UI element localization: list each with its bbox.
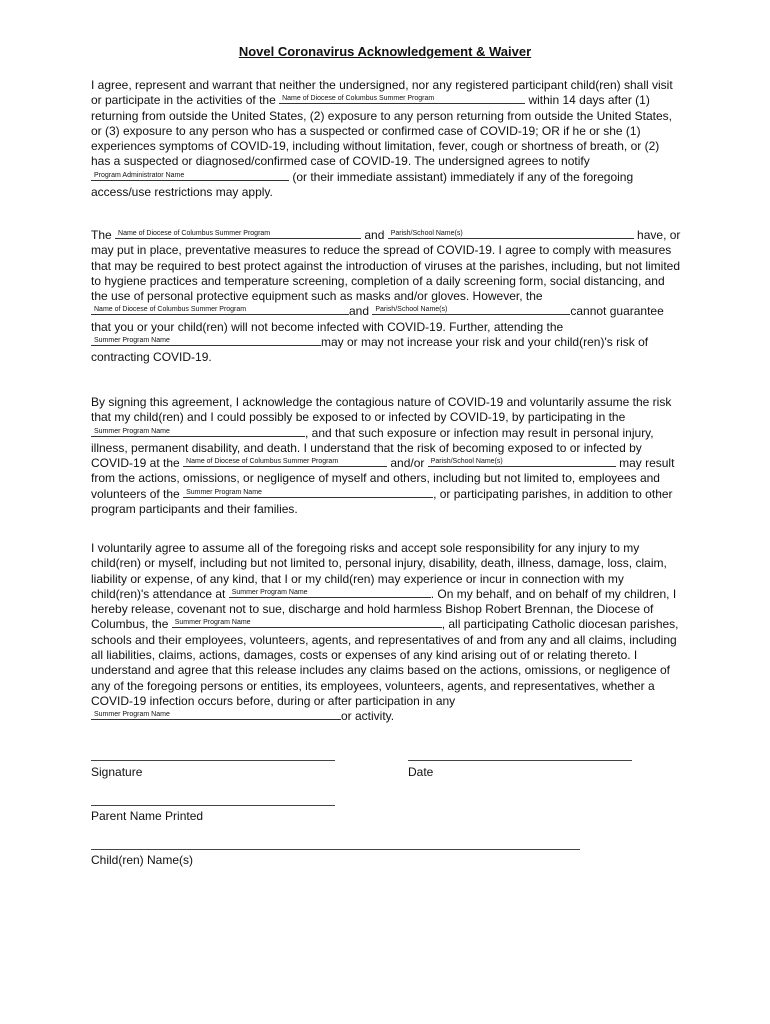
summer-program-field[interactable]: Summer Program Name	[229, 588, 431, 598]
diocese-program-field[interactable]: Name of Diocese of Columbus Summer Program	[183, 457, 387, 467]
signature-line[interactable]	[91, 760, 335, 761]
diocese-program-field[interactable]: Name of Diocese of Columbus Summer Program	[279, 94, 525, 104]
paragraph-release-of-liability	[91, 541, 681, 725]
parish-school-field[interactable]: Parish/School Name(s)	[372, 305, 570, 315]
children-names-label: Child(ren) Name(s)	[91, 853, 194, 867]
document-title: Novel Coronavirus Acknowledgement & Waiver	[238, 44, 532, 59]
text: By signing this agreement, I acknowledge the contagious nature of COVID-19 and voluntarily assume the risk that my child(ren) and I could possibly be exposed to or infected by COVID-19, by participating in the	[91, 395, 672, 425]
text: I agree, represent and warrant that neither the undersigned, nor any registered participant child(ren) shall visit or participate in the activities of the	[91, 78, 673, 108]
text: The	[91, 228, 116, 242]
diocese-program-field[interactable]: Name of Diocese of Columbus Summer Program	[115, 229, 361, 239]
summer-program-field[interactable]: Summer Program Name	[91, 336, 321, 346]
text: , or participating parishes, in addition to other program participants and their families.	[91, 486, 673, 517]
text: may or may not increase your risk and your child(ren)'s risk of contracting COVID-19.	[91, 335, 649, 365]
diocese-program-field[interactable]: Name of Diocese of Columbus Summer Program	[91, 305, 349, 315]
text: I voluntarily agree to assume all of the foregoing risks and accept sole responsibility for any injury to my child(ren) or myself, including but not limited to, personal injury, disability, death, illness, damage, loss, claim, liability or expense, of any kind, that I or my child(ren) may experience or incur in connection with my child(ren)'s attendance at	[91, 541, 667, 601]
parish-school-field[interactable]: Parish/School Name(s)	[388, 229, 634, 239]
summer-program-field[interactable]: Summer Program Name	[183, 488, 433, 498]
summer-program-field[interactable]: Summer Program Name	[91, 427, 305, 437]
parish-school-field[interactable]: Parish/School Name(s)	[428, 457, 616, 467]
parent-name-line[interactable]	[91, 805, 335, 806]
date-line[interactable]	[408, 760, 632, 761]
text: (or their immediate assistant) immediately if any of the foregoing access/use restrictions may apply.	[91, 169, 634, 200]
text: cannot guarantee that you or your child(ren) will not become infected with COVID-19. Further, attending the	[91, 304, 664, 334]
text: within 14 days after (1) returning from outside the United States, (2) exposure to any person returning from outside the United States, or (3) exposure to any person who has a suspected or confirmed case of COVID-19; OR if he or she (1) experiences symptoms of COVID-19, including without limitation, fever, cough or shortness of breath, or (2) has a suspected or diagnosed/confirmed case of COVID-19. The undersigned agrees to notify	[91, 93, 672, 169]
text: and/or	[387, 456, 428, 471]
summer-program-field[interactable]: Summer Program Name	[172, 618, 442, 628]
text: and	[361, 228, 388, 242]
text: , all participating Catholic diocesan parishes, schools and their employees, volunteers, agents, and representatives of and from any and all claims, including all liabilities, claims, actions, damages, costs or expenses of any kind arising out of or relating thereto. I understand and agree that this release includes any claims based on the actions, omissions, or negligence of any of the foregoing persons or entities, its employees, volunteers, agents, and representatives, whether a COVID-19 infection occurs before, during or after participation in any	[91, 617, 679, 708]
text: , and that such exposure or infection may result in personal injury, illness, permanent disability, and death. I understand that the risk of becoming exposed to or infected by COVID-19 at the	[91, 425, 654, 471]
summer-program-field[interactable]: Summer Program Name	[91, 710, 341, 720]
text: . On my behalf, and on behalf of my children, I hereby release, covenant not to sue, discharge and hold harmless Bishop Robert Brennan, the Diocese of Columbus, the	[91, 586, 677, 632]
children-names-line[interactable]	[91, 849, 580, 850]
signature-label: Signature	[91, 765, 143, 779]
date-label: Date	[408, 765, 434, 779]
parent-name-label: Parent Name Printed	[91, 809, 204, 823]
text: or activity.	[341, 709, 395, 724]
text: may result from the actions, omissions, or negligence of myself and others, including but not limited to, employees and volunteers of the	[91, 456, 675, 501]
paragraph-risk-acknowledgement	[91, 395, 681, 517]
program-administrator-field[interactable]: Program Administrator Name	[91, 171, 289, 181]
text: and	[349, 304, 373, 319]
text: have, or may put in place, preventative measures to reduce the spread of COVID-19. I agree to comply with measures that may be required to best protect against the introduction of viruses at the parishes, including, but not limited to hygiene practices and temperature screening, completion of a daily screening form, social distancing, and the use of personal protective equipment such as masks and/or gloves. However, the	[91, 228, 681, 304]
paragraph-preventative-measures	[91, 228, 681, 366]
paragraph-travel-restrictions	[91, 78, 681, 200]
